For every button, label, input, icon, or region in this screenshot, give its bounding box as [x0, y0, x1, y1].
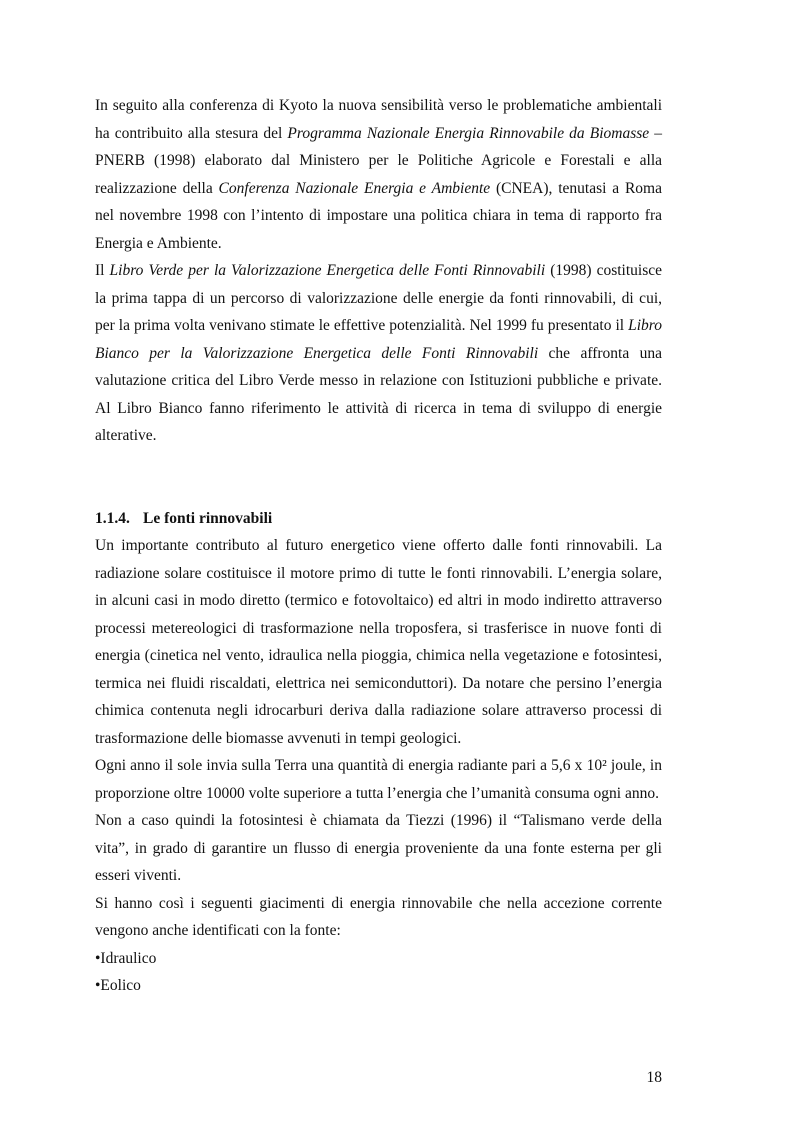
paragraph-kyoto — [95, 92, 662, 257]
paragraph-fotosintesi: Non a caso quindi la fotosintesi è chiamata da Tiezzi (1996) il “Talismano verde della vita”, in grado di garantire un flusso di energia proveniente da una fonte esterna per gli esseri viventi. — [95, 812, 662, 884]
text-run: – PNERB (1998) elaborato dal Ministero per le Politiche Agricole e Forestali e alla realizzazione della — [95, 124, 662, 197]
page-number: 18 — [646, 1069, 662, 1086]
list-item-eolico: •Eolico — [95, 977, 141, 994]
text-run: (1998) costituisce la prima tappa di un percorso di valorizzazione delle energie da fonti rinnovabili, di cui, per la prima volta venivano stimate le effettive potenzialità. Nel 1999 fu presentato il — [95, 262, 662, 334]
paragraph-sole: Ogni anno il sole invia sulla Terra una quantità di energia radiante pari a 5,6 x 10² joule, in proporzione oltre 10000 volte superiore a tutta l’energia che l’umanità consuma ogni anno. — [95, 757, 662, 802]
body-text — [95, 92, 662, 1000]
italic-title-libro-bianco: Libro Bianco per la Valorizzazione Energetica delle Fonti Rinnovabili — [95, 317, 662, 362]
section-heading — [95, 505, 662, 533]
text-run: Il — [95, 262, 110, 279]
italic-title-cnea: Conferenza Nazionale Energia e Ambiente — [218, 179, 491, 197]
section-title: Le fonti rinnovabili — [143, 509, 273, 527]
paragraph-fonti: Un importante contributo al futuro energetico viene offerto dalle fonti rinnovabili. La radiazione solare costituisce il motore primo di tutte le fonti rinnovabili. L’energia solare, in alcuni casi in modo diretto (termico e fotovoltaico) ed altri in modo indiretto attraverso processi metereologici di trasformazione nella troposfera, si trasferisce in nuove fonti di energia (cinetica nel vento, idraulica nella pioggia, chimica nella vegetazione e fotosintesi, termica nei fluidi riscaldati, elettrica nei semiconduttori). Da notare che persino l’energia chimica contenuta negli idrocarburi deriva dalla radiazione solare attraverso processi di trasformazione delle biomasse avvenuti in tempi geologici. — [95, 537, 662, 747]
text-run: (CNEA), tenutasi a Roma nel novembre 1998 con l’intento di impostare una politica chiara in tema di rapporto fra Energia e Ambiente. — [95, 179, 662, 252]
list-item-idraulico: •Idraulico — [95, 949, 157, 967]
italic-title-libro-verde: Libro Verde per la Valorizzazione Energetica delle Fonti Rinnovabili — [109, 262, 546, 279]
text-run: In seguito alla conferenza di Kyoto la nuova sensibilità verso le problematiche ambientali ha contribuito alla stesura del — [95, 97, 662, 142]
paragraph-giacimenti: Si hanno così i seguenti giacimenti di energia rinnovabile che nella accezione corrente vengono anche identificati con la fonte: — [95, 894, 662, 939]
section-spacer — [95, 450, 662, 505]
italic-title-pnerb: Programma Nazionale Energia Rinnovabile da Biomasse — [287, 124, 650, 142]
paragraph-libro-verde — [95, 257, 662, 450]
text-run: che affronta una valutazione critica del Libro Verde messo in relazione con Istituzioni pubbliche e private. Al Libro Bianco fanno riferimento le attività di ricerca in tema di sviluppo di energie alterative. — [95, 344, 662, 444]
section-number: 1.1.4. — [95, 509, 130, 527]
